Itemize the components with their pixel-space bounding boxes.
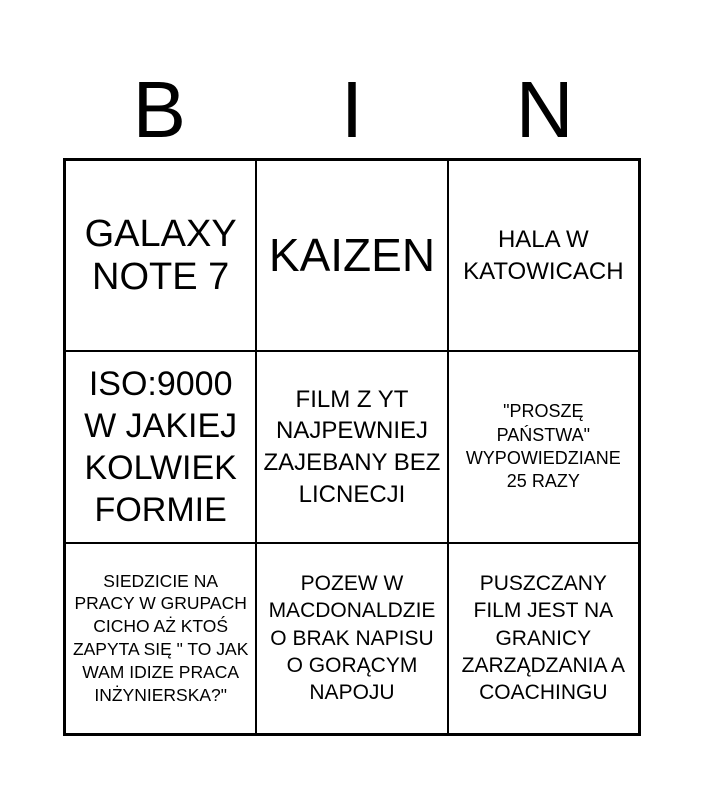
bingo-cell-2[interactable]: [256, 160, 447, 351]
header-letter-n: N: [515, 65, 574, 154]
bingo-cell-6[interactable]: [448, 351, 639, 542]
bingo-cell-9[interactable]: [448, 543, 639, 734]
bingo-cell-7-text: SIEDZICIE NA PRACY W GRUPACH CICHO AŻ KTOŚ ZAPYTA SIĘ " TO JAK WAM IDIZE PRACA INŻYNIERSKA?": [72, 570, 249, 706]
bingo-cell-4[interactable]: [65, 351, 256, 542]
bingo-cell-1-text: GALAXY NOTE 7: [84, 213, 237, 298]
bingo-cell-4-text: ISO:9000 W JAKIEJ KOLWIEK FORMIE: [84, 364, 238, 530]
bingo-cell-2-text: KAIZEN: [268, 228, 436, 281]
bingo-header: [63, 62, 641, 157]
bingo-cell-5-text: FILM Z YT NAJPEWNIEJ ZAJEBANY BEZ LICNECJI: [263, 385, 441, 508]
bingo-cell-7[interactable]: [65, 543, 256, 734]
bingo-cell-8[interactable]: [256, 543, 447, 734]
bingo-cell-1[interactable]: [65, 160, 256, 351]
bingo-grid: [63, 158, 641, 736]
bingo-cell-8-text: POZEW W MACDONALDZIE O BRAK NAPISU O GORĄCYM NAPOJU: [268, 572, 436, 705]
bingo-cell-6-text: "PROSZĘ PAŃSTWA" WYPOWIEDZIANE 25 RAZY: [465, 401, 621, 492]
bingo-cell-5[interactable]: [256, 351, 447, 542]
bingo-cell-9-text: PUSZCZANY FILM JEST NA GRANICY ZARZĄDZANIA A COACHINGU: [461, 572, 625, 705]
header-letter-b: B: [132, 65, 186, 154]
bingo-cell-3[interactable]: [448, 160, 639, 351]
bingo-cell-3-text: HALA W KATOWICACH: [463, 225, 624, 285]
header-letter-i: I: [340, 65, 364, 154]
